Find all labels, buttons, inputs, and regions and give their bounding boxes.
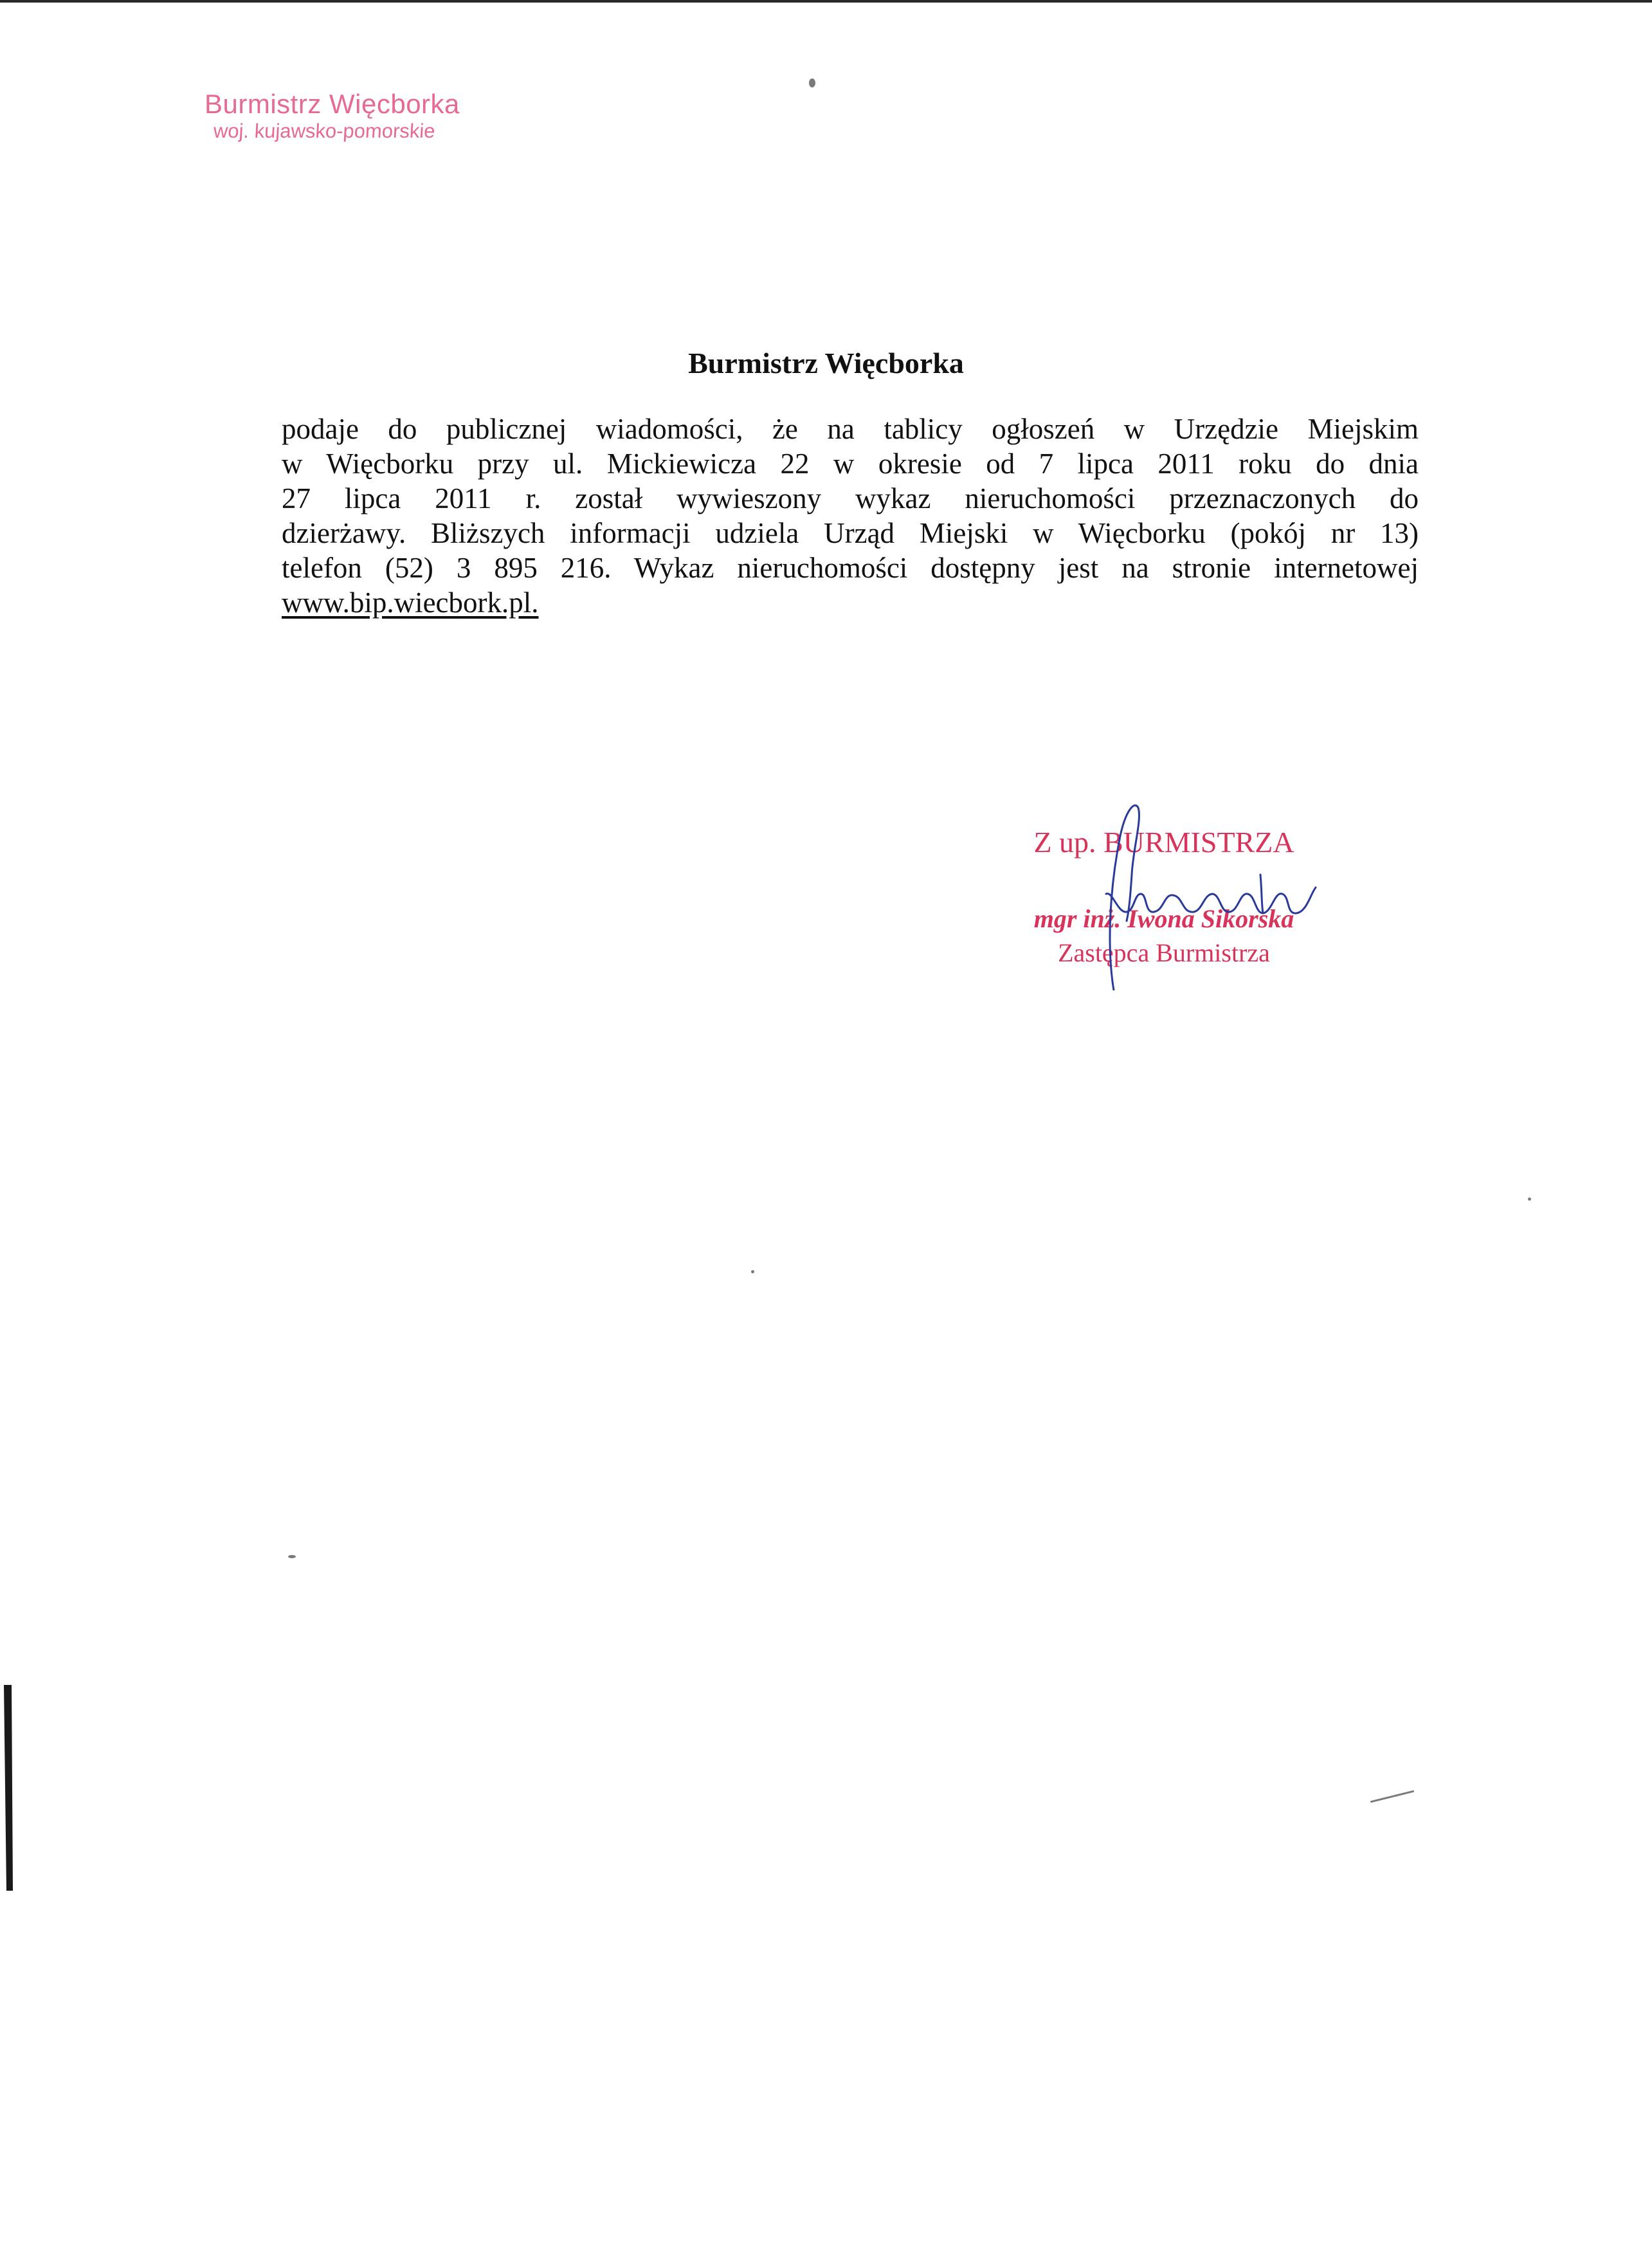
handwritten-signature <box>1067 797 1350 990</box>
scan-edge-mark <box>0 1685 14 1891</box>
signature-authority: Z up. BURMISTRZA <box>1033 826 1294 859</box>
body-line-link <box>282 585 1419 620</box>
body-line: w Więcborku przy ul. Mickiewicza 22 w okresie od 7 lipca 2011 roku do dnia <box>282 448 1419 480</box>
stamp-region: woj. kujawsko-pomorskie <box>213 120 436 143</box>
signatory-name: mgr inż. Iwona Sikorska <box>1033 904 1294 933</box>
scan-speck <box>1370 1790 1415 1803</box>
scan-speck <box>288 1555 296 1558</box>
municipal-stamp <box>204 89 460 143</box>
scan-speck <box>1528 1197 1531 1201</box>
scan-top-border <box>0 0 1652 3</box>
body-line: telefon (52) 3 895 216. Wykaz nieruchomości dostępny jest na stronie internetowej <box>282 552 1419 584</box>
signatory-role: Zastępca Burmistrza <box>1058 938 1270 967</box>
scan-speck <box>809 78 815 87</box>
body-line: podaje do publicznej wiadomości, że na tablicy ogłoszeń w Urzędzie Miejskim <box>282 413 1419 445</box>
document-title: Burmistrz Więcborka <box>688 347 964 379</box>
body-line: 27 lipca 2011 r. został wywieszony wykaz nieruchomości przeznaczonych do <box>282 482 1419 514</box>
bip-website-link[interactable]: www.bip.wiecbork.pl. <box>282 587 539 619</box>
stamp-title: Burmistrz Więcborka <box>204 89 460 119</box>
body-line: dzierżawy. Bliższych informacji udziela Urząd Miejski w Więcborku (pokój nr 13) <box>282 517 1419 549</box>
scan-speck <box>751 1270 754 1273</box>
announcement-body <box>282 412 1419 620</box>
